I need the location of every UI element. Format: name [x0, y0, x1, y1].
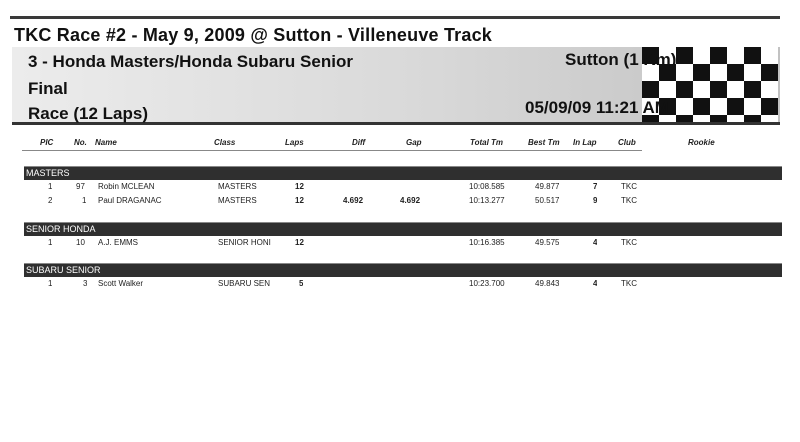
cell-best: 49.843	[535, 279, 560, 288]
cell-best: 49.575	[535, 238, 560, 247]
col-class: Class	[214, 138, 236, 147]
col-pic: PIC	[40, 138, 54, 147]
checker-square	[744, 98, 761, 115]
cell-club: TKC	[621, 238, 637, 247]
cell-name: Robin MCLEAN	[98, 182, 155, 191]
cell-name: A.J. EMMS	[98, 238, 139, 247]
checker-square	[744, 81, 761, 98]
col-no: No.	[74, 138, 87, 147]
cell-laps: 12	[295, 196, 304, 205]
cell-pic: 1	[48, 279, 53, 288]
cell-no: 97	[76, 182, 85, 191]
cell-class: MASTERS	[218, 196, 257, 205]
race-label: Race (12 Laps)	[28, 104, 148, 123]
cell-inlap: 9	[593, 196, 598, 205]
checker-square	[676, 64, 693, 81]
cell-class: MASTERS	[218, 182, 257, 191]
table-row	[0, 279, 800, 291]
checker-square	[710, 98, 727, 115]
checker-square	[744, 64, 761, 81]
checker-square	[676, 47, 693, 64]
stage-label: Final	[28, 79, 68, 98]
table-row	[0, 182, 800, 194]
group-label: SENIOR HONDA	[26, 224, 96, 234]
checker-square	[710, 81, 727, 98]
col-total: Total Tm	[470, 138, 504, 147]
checker-square	[693, 98, 710, 115]
col-name: Name	[95, 138, 117, 147]
col-club: Club	[618, 138, 636, 147]
cell-inlap: 7	[593, 182, 598, 191]
cell-best: 49.877	[535, 182, 560, 191]
cell-class: SENIOR HONI	[218, 238, 271, 247]
cell-pic: 1	[48, 182, 53, 191]
checker-square	[761, 64, 778, 81]
group-label: SUBARU SENIOR	[26, 265, 101, 275]
cell-no: 10	[76, 238, 85, 247]
group-label: MASTERS	[26, 168, 70, 178]
cell-inlap: 4	[593, 238, 598, 247]
col-best: Best Tm	[528, 138, 560, 147]
cell-no: 3	[83, 279, 88, 288]
checker-square	[727, 98, 744, 115]
cell-no: 1	[82, 196, 87, 205]
checker-square	[659, 81, 676, 98]
top-rule	[10, 16, 780, 19]
checker-square	[693, 64, 710, 81]
checker-square	[693, 81, 710, 98]
cell-total: 10:13.277	[469, 196, 505, 205]
cell-laps: 12	[295, 182, 304, 191]
cell-diff: 4.692	[343, 196, 364, 205]
cell-pic: 2	[48, 196, 53, 205]
col-rookie: Rookie	[688, 138, 715, 147]
checker-square	[642, 81, 659, 98]
cell-laps: 5	[299, 279, 304, 288]
checker-square	[710, 64, 727, 81]
page-title: TKC Race #2 - May 9, 2009 @ Sutton - Villeneuve Track	[14, 25, 493, 45]
header-rule	[22, 150, 642, 151]
checker-square	[761, 115, 778, 122]
checker-square	[727, 64, 744, 81]
event-banner	[12, 47, 780, 125]
group-header	[24, 263, 782, 277]
checker-square	[676, 98, 693, 115]
checker-square	[676, 115, 693, 122]
group-header	[24, 222, 782, 236]
checker-square	[710, 47, 727, 64]
cell-total: 10:08.585	[469, 182, 505, 191]
col-laps: Laps	[285, 138, 304, 147]
cell-name: Scott Walker	[98, 279, 144, 288]
cell-club: TKC	[621, 196, 637, 205]
cell-pic: 1	[48, 238, 53, 247]
col-gap: Gap	[406, 138, 422, 147]
cell-class: SUBARU SEN	[218, 279, 271, 288]
checker-square	[676, 81, 693, 98]
cell-club: TKC	[621, 182, 637, 191]
cell-inlap: 4	[593, 279, 598, 288]
race-datetime: 05/09/09 11:21 AM	[525, 98, 669, 117]
checker-square	[761, 98, 778, 115]
checker-square	[727, 47, 744, 64]
checker-square	[761, 81, 778, 98]
checker-square	[744, 115, 761, 122]
table-row	[0, 196, 800, 208]
cell-club: TKC	[621, 279, 637, 288]
col-inlap: In Lap	[573, 138, 597, 147]
checker-square	[727, 81, 744, 98]
cell-best: 50.517	[535, 196, 560, 205]
cell-gap: 4.692	[400, 196, 421, 205]
checker-square	[744, 47, 761, 64]
cell-total: 10:23.700	[469, 279, 505, 288]
track-name: Sutton (1 Km)	[565, 50, 677, 69]
table-row	[0, 238, 800, 250]
cell-total: 10:16.385	[469, 238, 505, 247]
checker-square	[693, 47, 710, 64]
group-header	[24, 166, 782, 180]
event-name: 3 - Honda Masters/Honda Subaru Senior	[28, 52, 353, 71]
checker-square	[727, 115, 744, 122]
checker-square	[761, 47, 778, 64]
col-diff: Diff	[352, 138, 366, 147]
cell-laps: 12	[295, 238, 304, 247]
checker-square	[693, 115, 710, 122]
cell-name: Paul DRAGANAC	[98, 196, 162, 205]
checker-square	[710, 115, 727, 122]
